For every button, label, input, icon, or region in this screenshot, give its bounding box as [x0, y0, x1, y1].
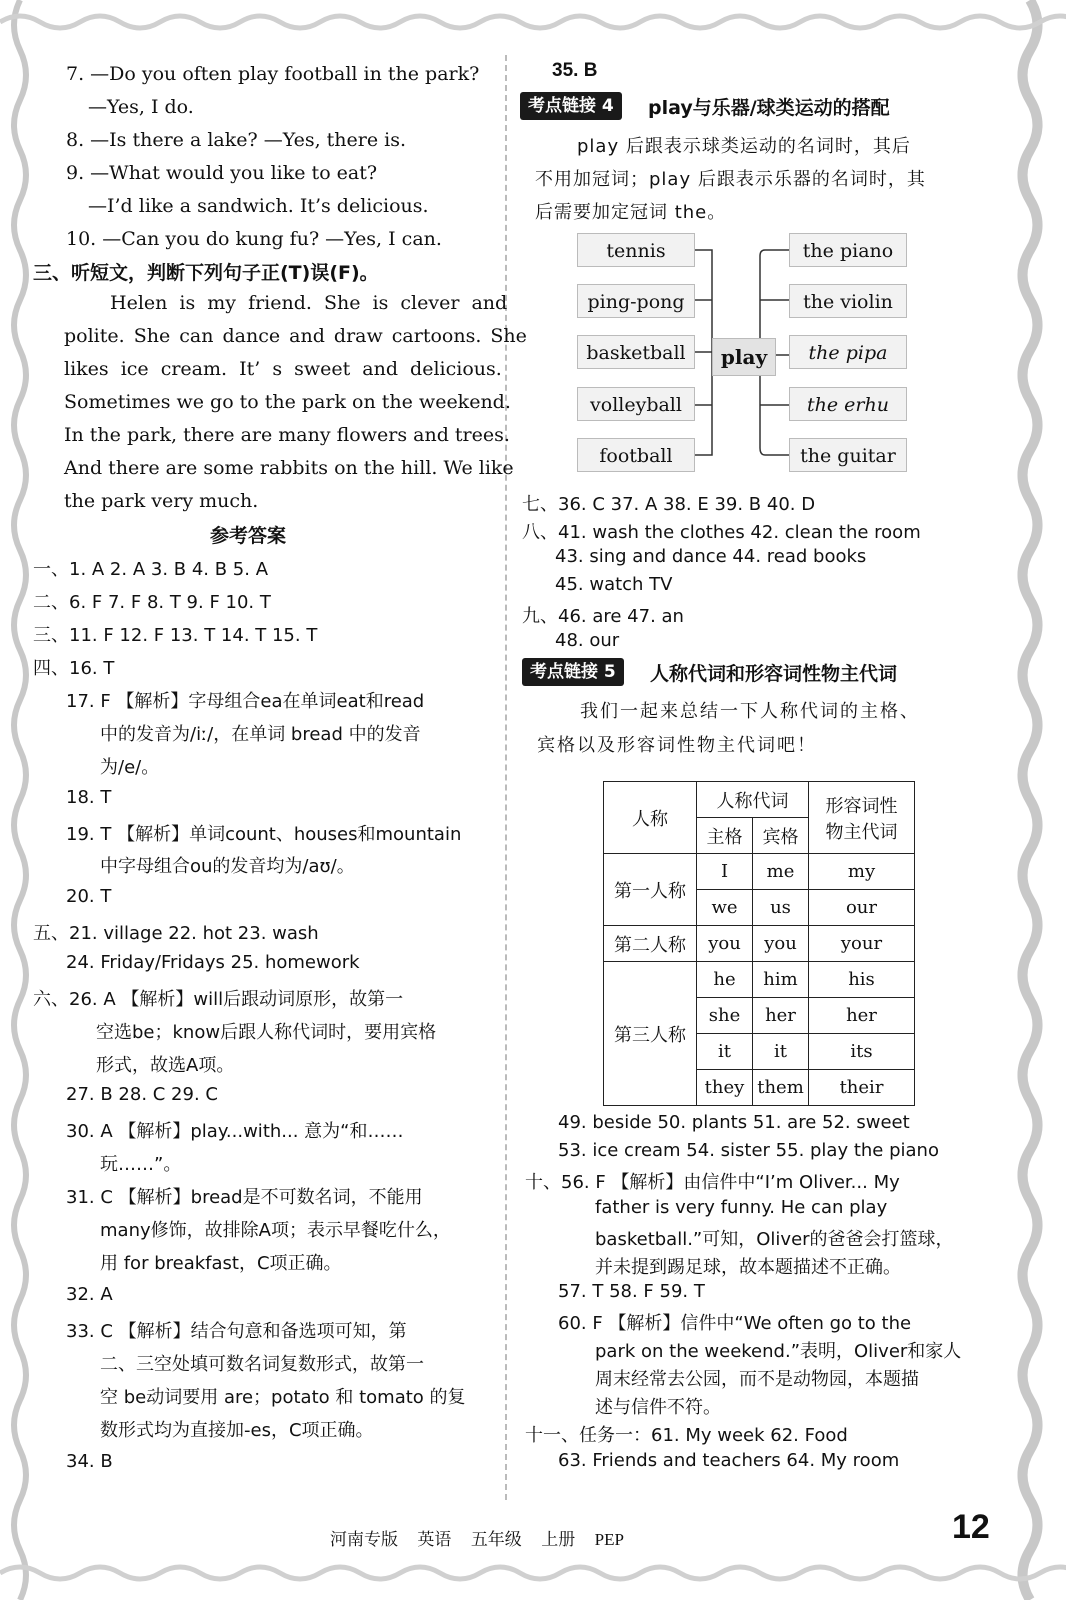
section-3-heading: 三、听短文，判断下列句子正(T)误(F)。	[33, 262, 379, 284]
left-answer-line: 17. F 【解析】字母组合ea在单词eat和read	[66, 691, 425, 712]
cell: her	[753, 998, 809, 1034]
right-answer-line: 八、41. wash the clothes 42. clean the room	[522, 522, 921, 543]
left-answer-line: 18. T	[66, 787, 112, 808]
left-answer-line: 玩……”。	[100, 1154, 182, 1175]
left-answer-line: 19. T 【解析】单词count、houses和mountain	[66, 824, 462, 845]
right-answer-line: 周末经常去公园，而不是动物园，本题描	[595, 1369, 919, 1390]
right-answer-line: basketball.”可知，Oliver的爸爸会打篮球，	[595, 1229, 954, 1250]
cell: he	[697, 962, 753, 998]
left-answer-line: 用 for breakfast，C项正确。	[100, 1253, 342, 1274]
right-answer-line: 45. watch TV	[555, 574, 673, 595]
cell: you	[697, 926, 753, 962]
left-answer-line: 空选be；know后跟人称代词时，要用宾格	[96, 1022, 437, 1043]
th-possessive	[809, 782, 915, 854]
right-answer-line: park on the weekend.”表明，Oliver和家人	[595, 1341, 962, 1362]
footer-version: PEP	[594, 1530, 624, 1549]
cell: its	[809, 1034, 915, 1070]
cell: us	[753, 890, 809, 926]
kd4-title: play与乐器/球类运动的搭配	[648, 97, 890, 119]
dialogue-7: 7. —Do you often play football in the park?	[66, 63, 480, 85]
left-answer-line: 20. T	[66, 886, 112, 907]
left-answer-line: 形式，故选A项。	[96, 1055, 235, 1076]
footer-grade: 五年级	[470, 1530, 522, 1550]
kd5-text: 我们一起来总结一下人称代词的主格、	[580, 701, 920, 722]
cell: they	[697, 1070, 753, 1106]
cell: it	[753, 1034, 809, 1070]
left-answer-line: 34. B	[66, 1451, 113, 1472]
left-answer-line: 六、26. A 【解析】will后跟动词原形，故第一	[33, 989, 404, 1010]
right-answer-line: 述与信件不符。	[595, 1397, 721, 1418]
left-answer-line: 30. A 【解析】play...with... 意为“和……	[66, 1121, 404, 1142]
left-answer-line: 33. C 【解析】结合句意和备选项可知，第	[66, 1321, 407, 1342]
kd5-badge: 考点链接 5	[522, 658, 624, 686]
left-answer-line: 二、三空处填可数名词复数形式，故第一	[100, 1354, 424, 1375]
dialogue-9-answer: —I’d like a sandwich. It’s delicious.	[88, 195, 429, 217]
footer-subject: 英语	[417, 1530, 452, 1550]
diagram-right-violin: the violin	[789, 284, 907, 318]
right-answer-line: 43. sing and dance 44. read books	[555, 546, 867, 567]
th-pronoun: 人称代词	[697, 782, 809, 818]
right-answer-line: 48. our	[555, 630, 620, 651]
passage-line: Helen is my friend. She is clever and	[110, 292, 508, 314]
cell: them	[753, 1070, 809, 1106]
diagram-right-erhu: the erhu	[789, 387, 907, 421]
kd5-text: 宾格以及形容词性物主代词吧！	[537, 735, 817, 756]
cell: their	[809, 1070, 915, 1106]
cell: him	[753, 962, 809, 998]
kd5-title: 人称代词和形容词性物主代词	[650, 663, 898, 685]
cell: me	[753, 854, 809, 890]
diagram-center-play: play	[712, 338, 776, 376]
footer-term: 上册	[541, 1530, 576, 1550]
right-answer-line: 57. T 58. F 59. T	[558, 1281, 705, 1302]
th-possessive-1: 形容词性	[825, 795, 898, 817]
cell: it	[697, 1034, 753, 1070]
right-answer-line: 十一、任务一：61. My week 62. Food	[525, 1425, 848, 1446]
cell: his	[809, 962, 915, 998]
left-answer-line: 32. A	[66, 1284, 113, 1305]
pronoun-table	[603, 781, 915, 1106]
cell: we	[697, 890, 753, 926]
left-answer-line: 五、21. village 22. hot 23. wash	[33, 923, 319, 944]
kd4-text: play 后跟表示球类运动的名词时，其后	[577, 136, 911, 157]
diagram-left-ping-pong: ping-pong	[577, 284, 695, 318]
right-answer-line: 49. beside 50. plants 51. are 52. sweet	[558, 1112, 910, 1133]
dialogue-10: 10. —Can you do kung fu? —Yes, I can.	[66, 228, 442, 250]
right-answer-line: 九、46. are 47. an	[522, 606, 684, 627]
diagram-right-pipa: the pipa	[789, 335, 907, 369]
left-answer-line: 二、6. F 7. F 8. T 9. F 10. T	[33, 592, 271, 613]
diagram-right-guitar: the guitar	[789, 438, 907, 472]
right-answer-line: 63. Friends and teachers 64. My room	[558, 1450, 900, 1471]
dialogue-9: 9. —What would you like to eat?	[66, 162, 378, 184]
right-answer-line: 七、36. C 37. A 38. E 39. B 40. D	[522, 494, 816, 515]
cell: our	[809, 890, 915, 926]
passage-line: polite. She can dance and draw cartoons. She	[64, 325, 527, 347]
diagram-left-tennis: tennis	[577, 233, 695, 267]
bottom-wavy-border	[0, 1555, 1066, 1595]
right-answer-line: 53. ice cream 54. sister 55. play the piano	[558, 1140, 939, 1161]
diagram-left-football: football	[577, 438, 695, 472]
right-answer-line: father is very funny. He can play	[595, 1197, 888, 1218]
left-answer-line: 数形式均为直接加-es，C项正确。	[100, 1420, 374, 1441]
left-answer-line: 一、1. A 2. A 3. B 4. B 5. A	[33, 559, 269, 580]
cell: she	[697, 998, 753, 1034]
passage-line: the park very much.	[64, 490, 259, 512]
left-answer-line: 中的发音为/iː/，在单词 bread 中的发音	[100, 724, 421, 745]
passage-line: In the park, there are many flowers and trees.	[64, 424, 510, 446]
right-answer-line: 60. F 【解析】信件中“We often go to the	[558, 1313, 912, 1334]
kd4-text: 不用加冠词；play 后跟表示乐器的名词时，其	[535, 169, 926, 190]
passage-line: Sometimes we go to the park on the weekend.	[64, 391, 511, 413]
left-answer-line: many修饰，故排除A项；表示早餐吃什么，	[100, 1220, 451, 1241]
cell: her	[809, 998, 915, 1034]
th-object: 宾格	[753, 818, 809, 854]
dialogue-7-answer: —Yes, I do.	[88, 96, 194, 118]
diagram-right-piano: the piano	[789, 233, 907, 267]
dialogue-8: 8. —Is there a lake? —Yes, there is.	[66, 129, 407, 151]
passage-line: likes ice cream. It’ s sweet and delicious.	[64, 358, 502, 380]
page-number: 12	[952, 1508, 990, 1546]
left-answer-line: 为/e/。	[100, 757, 160, 778]
left-answer-line: 27. B 28. C 29. C	[66, 1084, 218, 1105]
cell: your	[809, 926, 915, 962]
passage-line: And there are some rabbits on the hill. We like	[64, 457, 514, 479]
diagram-left-volleyball: volleyball	[577, 387, 695, 421]
cell: you	[753, 926, 809, 962]
row-first-person: 第一人称	[604, 854, 697, 926]
left-answer-line: 24. Friday/Fridays 25. homework	[66, 952, 360, 973]
th-person: 人称	[604, 782, 697, 854]
left-answer-line: 三、11. F 12. F 13. T 14. T 15. T	[33, 625, 318, 646]
row-third-person: 第三人称	[604, 962, 697, 1106]
th-subject: 主格	[697, 818, 753, 854]
th-possessive-2: 物主代词	[825, 821, 898, 843]
diagram-left-basketball: basketball	[577, 335, 695, 369]
right-answer-line: 十、56. F 【解析】由信件中“I’m Oliver... My	[525, 1172, 900, 1193]
footer-edition: 河南专版	[330, 1530, 398, 1550]
answer-35: 35. B	[552, 60, 598, 81]
left-answer-line: 中字母组合ou的发音均为/aʊ/。	[100, 856, 355, 877]
footer	[330, 1525, 624, 1550]
right-answer-line: 并未提到踢足球，故本题描述不正确。	[595, 1257, 901, 1278]
cell: I	[697, 854, 753, 890]
cell: my	[809, 854, 915, 890]
left-answer-line: 31. C 【解析】bread是不可数名词，不能用	[66, 1187, 423, 1208]
left-answer-line: 四、16. T	[33, 658, 115, 679]
kd4-badge: 考点链接 4	[520, 92, 622, 120]
row-second-person: 第二人称	[604, 926, 697, 962]
left-answer-line: 空 be动词要用 are；potato 和 tomato 的复	[100, 1387, 466, 1408]
answers-title: 参考答案	[210, 525, 287, 547]
kd4-text: 后需要加定冠词 the。	[535, 202, 727, 223]
